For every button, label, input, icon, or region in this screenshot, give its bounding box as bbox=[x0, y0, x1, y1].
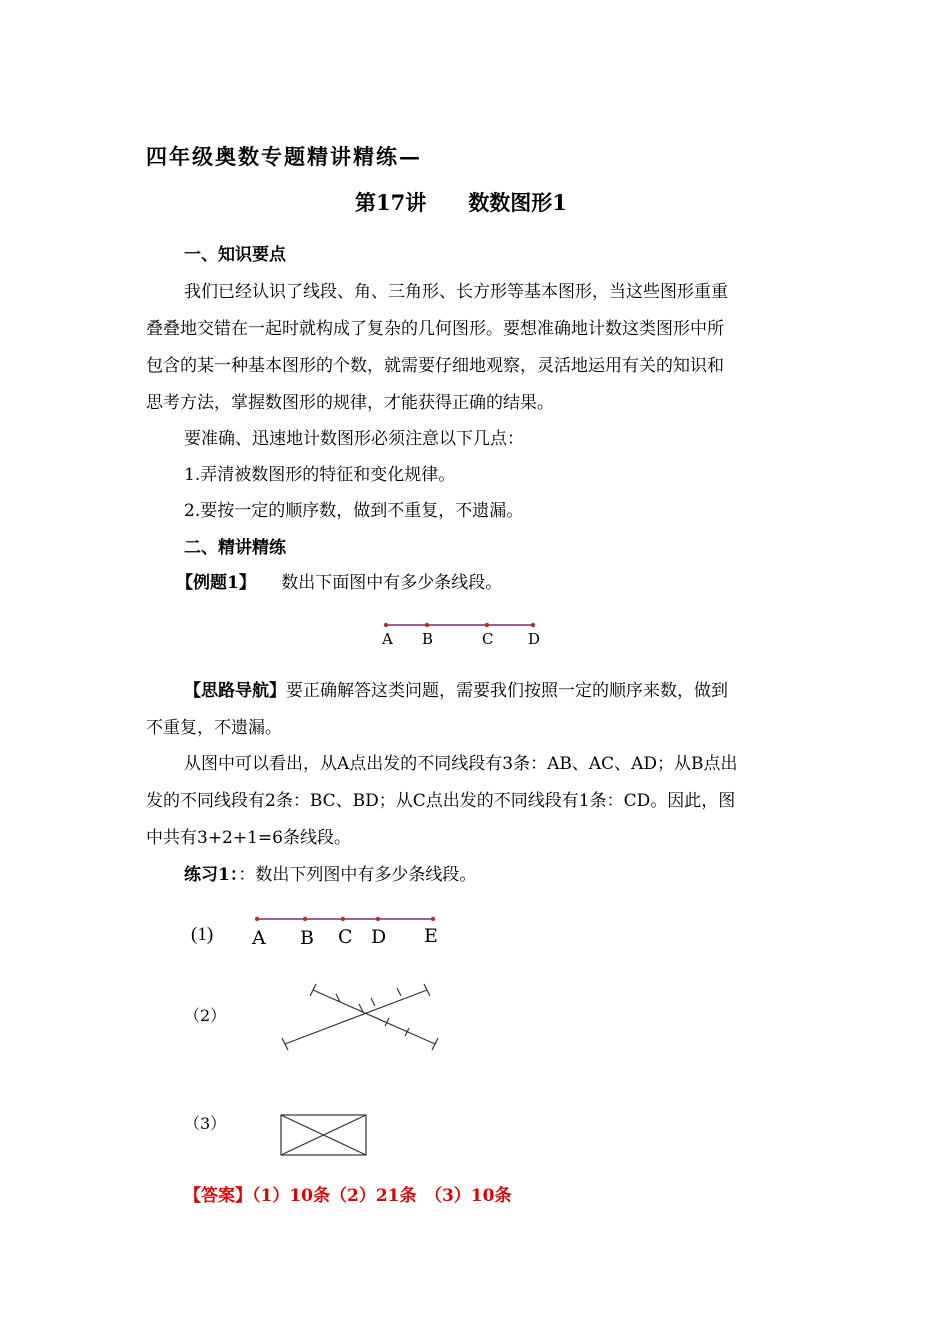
guide-label: 【思路导航】 bbox=[184, 681, 286, 701]
section-heading-practice: 二、精讲精练 bbox=[184, 538, 286, 558]
crossing-line bbox=[313, 990, 435, 1044]
end-tick bbox=[424, 984, 430, 996]
lesson-title: 第17讲 数数图形1 bbox=[355, 190, 567, 215]
point-label: C bbox=[338, 926, 353, 948]
point-dot bbox=[341, 917, 345, 921]
section-heading-knowledge: 一、知识要点 bbox=[184, 245, 286, 265]
figure-1-segment bbox=[245, 908, 445, 950]
paragraph-line: 包含的某一种基本图形的个数，就需要仔细地观察，灵活地运用有关的知识和 bbox=[146, 356, 724, 376]
end-tick bbox=[310, 984, 316, 996]
analysis-line: 中共有3+2+1=6条线段。 bbox=[146, 828, 351, 848]
mid-tick bbox=[397, 988, 401, 996]
point-dot bbox=[303, 917, 307, 921]
point-dot bbox=[531, 623, 535, 627]
exercise-label: 练习1： bbox=[184, 865, 239, 885]
series-title: 四年级奥数专题精讲精练— bbox=[146, 144, 422, 169]
mid-tick bbox=[371, 998, 375, 1006]
list-item: 2.要按一定的顺序数，做到不重复，不遗漏。 bbox=[184, 501, 524, 521]
answer-line: 【答案】（1）10条（2）21条 （3）10条 bbox=[184, 1186, 512, 1206]
figure-1-label: (1) bbox=[191, 924, 214, 945]
end-tick bbox=[282, 1038, 288, 1050]
paragraph-line: 思考方法，掌握数图形的规律，才能获得正确的结果。 bbox=[146, 393, 554, 413]
figure-2-label: （2） bbox=[184, 1006, 227, 1025]
guide-text-continued: 不重复，不遗漏。 bbox=[146, 718, 282, 738]
figure-2-crossed-lines bbox=[275, 976, 445, 1052]
point-dot bbox=[255, 917, 259, 921]
figure-3-rectangle-diagonals bbox=[278, 1112, 370, 1158]
guide-text: 要正确解答这类问题，需要我们按照一定的顺序来数，做到 bbox=[286, 681, 728, 701]
paragraph-line: 要准确、迅速地计数图形必须注意以下几点： bbox=[184, 429, 524, 449]
point-dot bbox=[384, 623, 388, 627]
paragraph-line: 叠叠地交错在一起时就构成了复杂的几何图形。要想准确地计数这类图形中所 bbox=[146, 319, 724, 339]
analysis-line: 发的不同线段有2条：BC、BD；从C点出发的不同线段有1条：CD。因此，图 bbox=[146, 791, 736, 811]
paragraph-line: 我们已经认识了线段、角、三角形、长方形等基本图形，当这些图形重重 bbox=[184, 282, 728, 302]
point-dot bbox=[485, 623, 489, 627]
point-dot bbox=[425, 623, 429, 627]
example-text: 数出下面图中有多少条线段。 bbox=[281, 573, 503, 593]
end-tick bbox=[432, 1038, 438, 1050]
point-label: B bbox=[422, 630, 434, 648]
point-dot bbox=[376, 917, 380, 921]
figure-3-label: （3） bbox=[184, 1114, 227, 1133]
example-segment-figure bbox=[370, 612, 550, 652]
point-label: D bbox=[528, 630, 541, 648]
exercise-text: ：数出下列图中有多少条线段。 bbox=[238, 865, 477, 885]
point-label: D bbox=[371, 926, 387, 948]
list-item: 1.弄清被数图形的特征和变化规律。 bbox=[184, 465, 456, 485]
point-label: C bbox=[482, 630, 494, 648]
example-label: 【例题1】 bbox=[176, 573, 256, 593]
point-dot bbox=[431, 917, 435, 921]
analysis-line: 从图中可以看出，从A点出发的不同线段有3条：AB、AC、AD；从B点出 bbox=[184, 754, 738, 774]
point-label: E bbox=[424, 925, 438, 947]
point-label: B bbox=[300, 927, 314, 949]
point-label: A bbox=[252, 927, 266, 949]
point-label: A bbox=[382, 630, 393, 648]
